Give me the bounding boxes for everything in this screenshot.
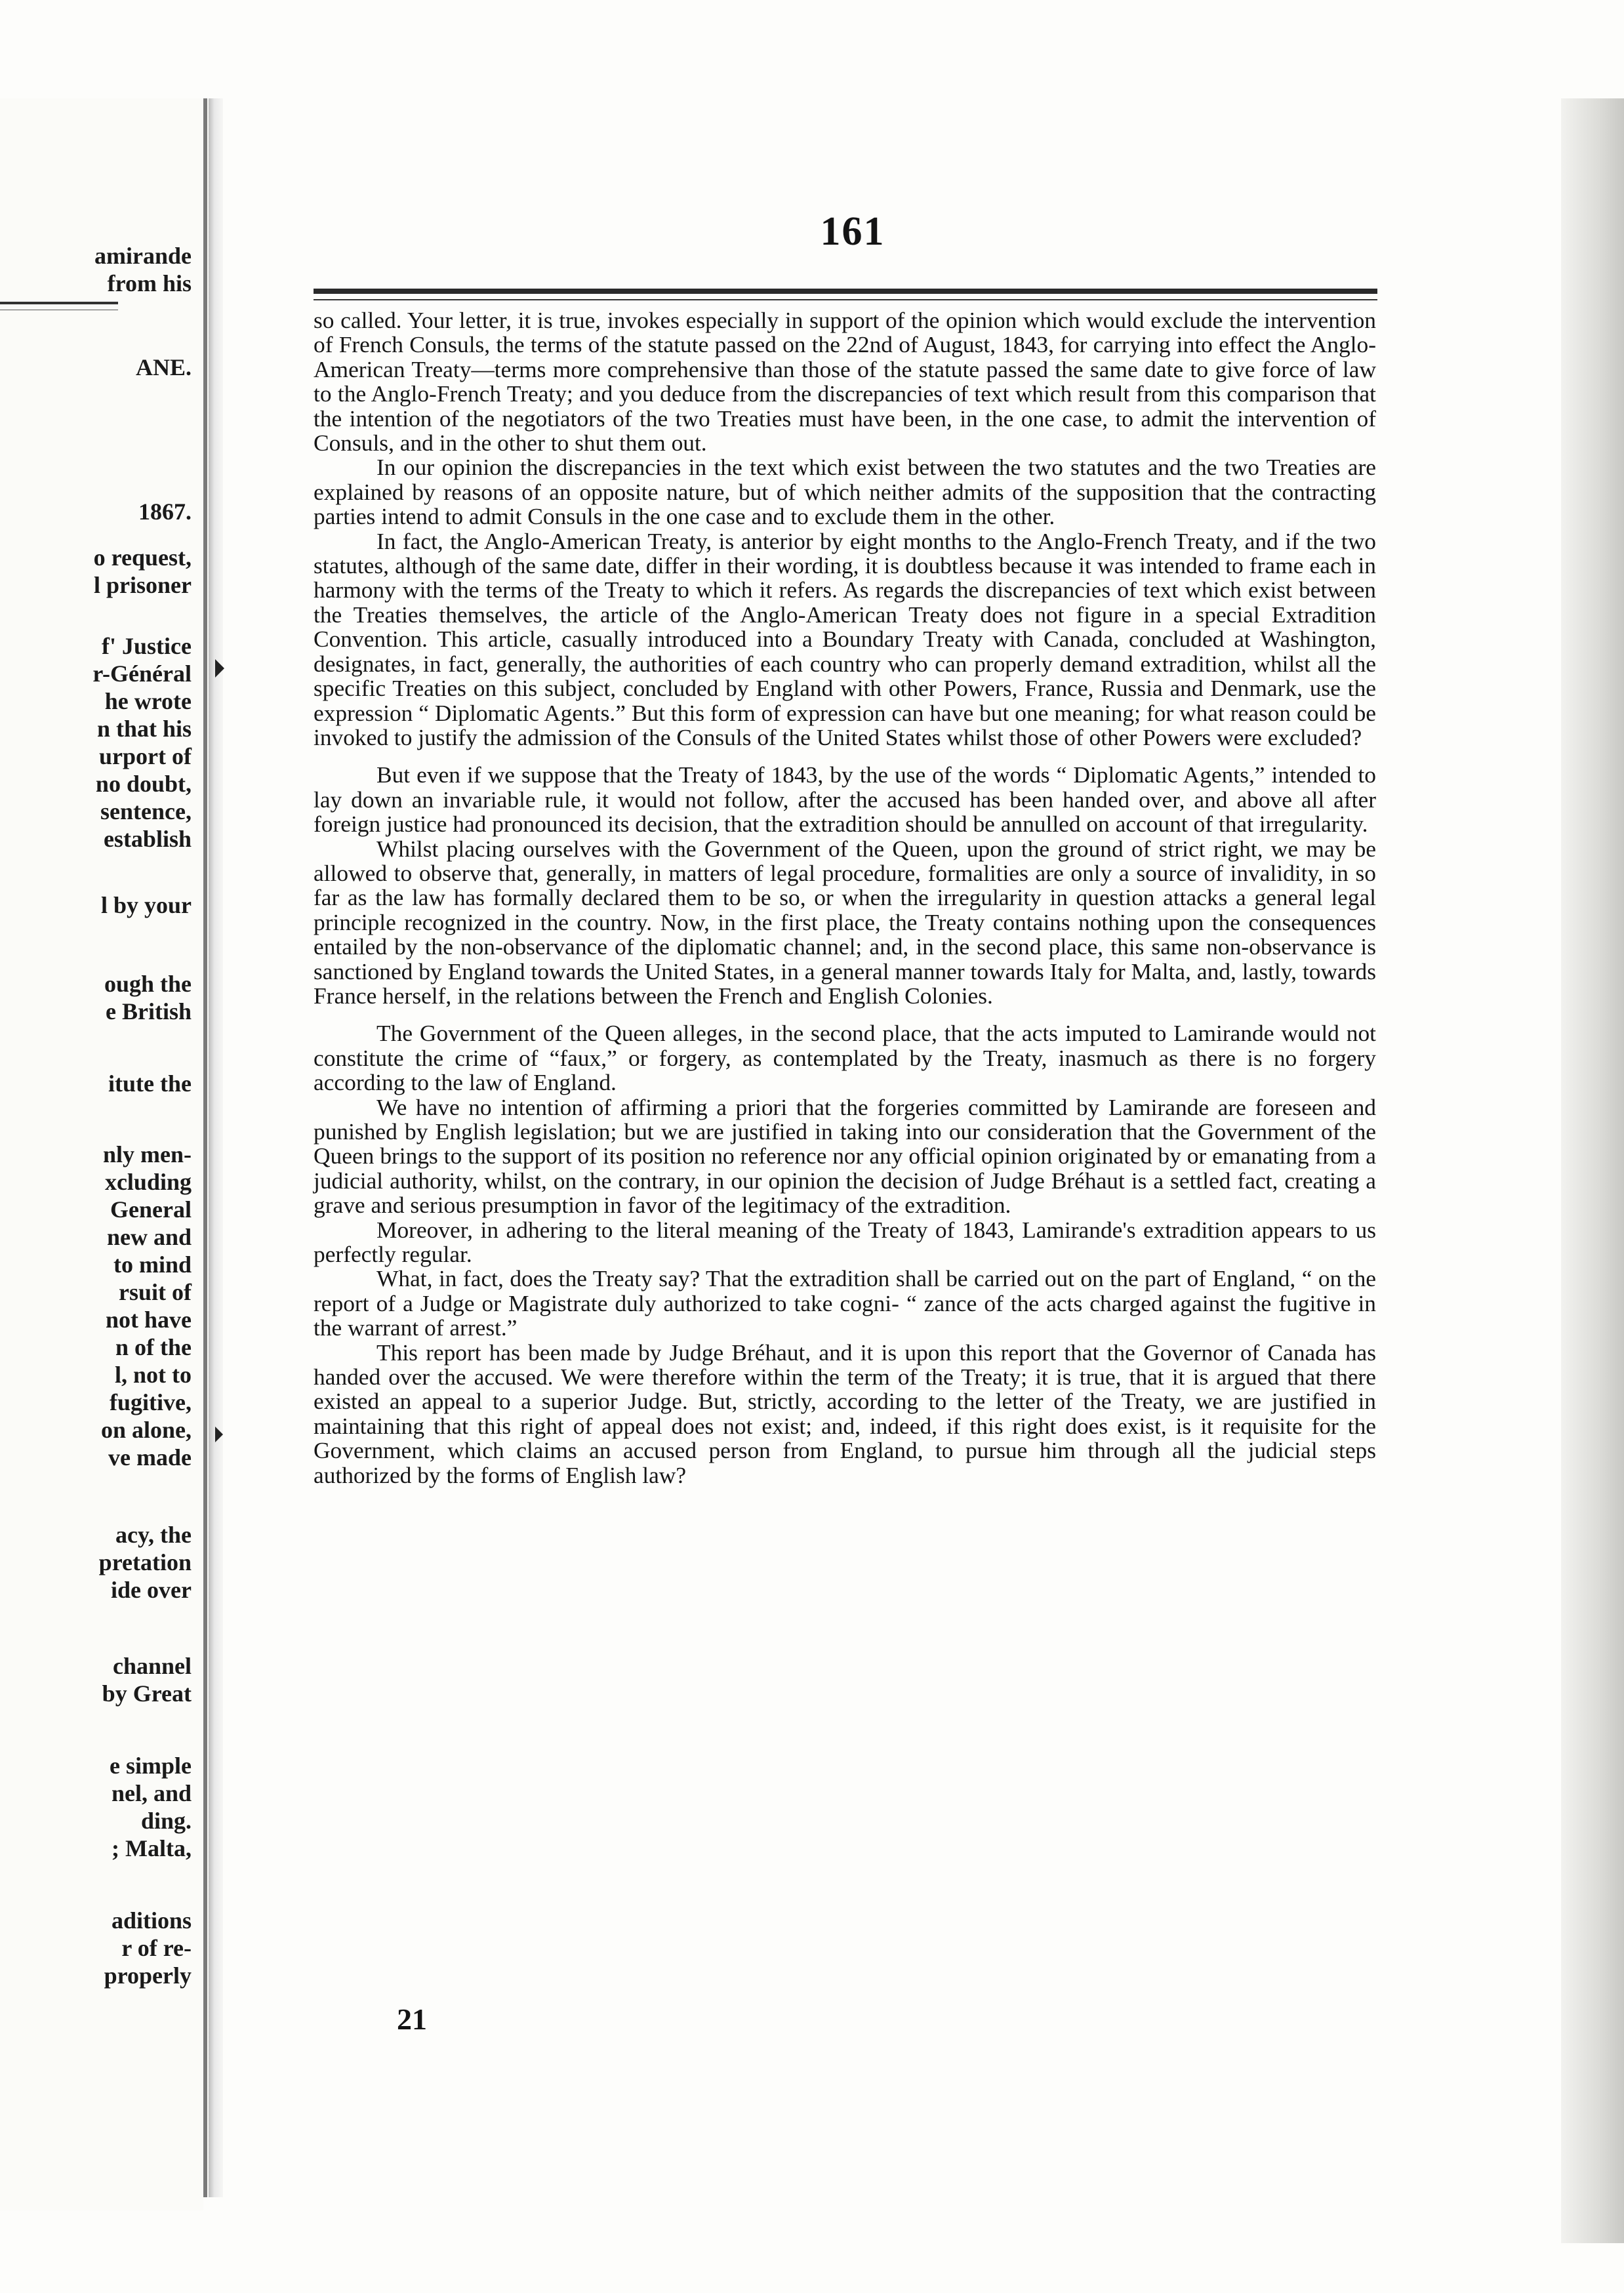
signature-mark: 21 <box>397 2002 427 2036</box>
left-page-line: nel, and <box>111 1780 192 1806</box>
left-header-rule <box>0 302 118 304</box>
left-page-line: r of re- <box>121 1935 192 1961</box>
left-page-line: e British <box>106 998 192 1025</box>
paragraph: We have no intention of affirming a priori that the forgeries committed by Lamirande are foreseen and punished by English legislation; but we are justified in taking into our consideration that the Government of the Queen brings to the support of its position no reference nor any official opinion originated by or emanating from a judicial authority, whilst, on the contrary, in our opinion the decision of Judge Bréhaut is a settled fact, creating a grave and serious presumption in favor of the legitimacy of the extradition. <box>314 1093 1376 1219</box>
left-page-line: e simple <box>110 1753 192 1779</box>
left-page-line: aditions <box>111 1907 192 1934</box>
book-gutter <box>209 98 223 2197</box>
left-page-line: amirande <box>94 243 192 269</box>
paragraph: In fact, the Anglo-American Treaty, is anterior by eight months to the Anglo-French Treaty, and if the two statutes, although of the same date, differ in their wording, it is doubtless because it was intended to frame each in harmony with the terms of the Treaty to which it refers. As regards the discrepancies of text which exist between the Treaties themselves, the article of the Anglo-American Treaty does not figure in a special Extradition Convention. This article, casually introduced into a Boundary Treaty with Canada, concluded at Washington, designates, in fact, generally, the authorities of each country who can properly demand extradition, whilst all the specific Treaties on this subject, concluded by England with other Powers, France, Russia and Denmark, use the expression “ Diplomatic Agents.” But this form of expression can have but one meaning; for what reason could be invoked to justify the admission of the Consuls of the United States whilst those of other Powers were excluded? <box>314 527 1376 750</box>
left-page-line: rsuit of <box>119 1279 192 1305</box>
paragraph: But even if we suppose that the Treaty of 1843, by the use of the words “ Diplomatic Agents,” intended to lay down an invariable rule, it would not follow, after the accused has been handed over, and above all after foreign justice had pronounced its decision, that the extradition should be annulled on account of that irregularity. <box>314 761 1376 838</box>
left-page-line: sentence, <box>100 798 192 824</box>
left-page-line: from his <box>107 270 192 296</box>
left-page-line: acy, the <box>115 1522 192 1548</box>
paragraph: This report has been made by Judge Bréhaut, and it is upon this report that the Governor of Canada has handed over the accused. We were therefore within the term of the Treaty; it is true, that it is argued that there existed an appeal to a superior Judge. But, strictly, according to the letter of the Treaty, we are justified in maintaining that this right of appeal does not exist; and, indeed, if this right does exist, is it requisite for the Government, which claims an accused person from England, to pursue him through all the judicial steps authorized by the forms of English law? <box>314 1339 1376 1488</box>
left-page-line: urport of <box>99 743 192 769</box>
left-page-line: n that his <box>96 716 192 742</box>
paragraph: The Government of the Queen alleges, in the second place, that the acts imputed to Lamirande would not constitute the crime of “faux,” or forgery, as contemplated by the Treaty, inasmuch as there is no forgery according to the law of England. <box>314 1020 1376 1096</box>
left-page-line: fugitive, <box>110 1389 192 1415</box>
left-page-line: l, not to <box>115 1362 192 1388</box>
paragraph: In our opinion the discrepancies in the text which exist between the two statutes and the two Treaties are explained by reasons of an opposite nature, but of which neither admits of the supposition that the contracting parties intend to admit Consuls in the one case and to exclude them in the other. <box>314 454 1376 530</box>
header-rule-thick <box>314 289 1377 294</box>
left-page-line: nly men- <box>103 1141 192 1167</box>
left-page-line: xcluding <box>104 1169 192 1195</box>
left-page-line: new and <box>106 1224 192 1250</box>
left-page-line: on alone, <box>100 1417 192 1443</box>
margin-pointer-mark <box>215 659 224 678</box>
left-page-line: pretation <box>98 1549 192 1575</box>
paragraph: so called. Your letter, it is true, invokes especially in support of the opinion which would exclude the intervention of French Consuls, the terms of the statute passed on the 22nd of August, 1843, for carrying into effect the Anglo-American Treaty—terms more comprehensive than those of the statute passed the same date to give force of law to the Anglo-French Treaty; and you deduce from the discrepancies of text which result from this comparison that the intention of the negotiators of the two Treaties must have been, in the one case, to admit the intervention of Consuls, and in the other to shut them out. <box>314 307 1376 457</box>
left-page-line: he wrote <box>104 688 192 714</box>
left-page-line: by Great <box>102 1680 192 1707</box>
page-number: 161 <box>820 209 885 254</box>
left-page-line: 1867. <box>138 498 192 525</box>
left-page-line: ANE. <box>135 354 192 380</box>
left-page-line: l prisoner <box>94 572 192 598</box>
gutter-shadow-edge <box>203 98 207 2197</box>
left-page-line: f' Justice <box>102 633 192 659</box>
left-page-line: ; Malta, <box>112 1835 192 1861</box>
left-page-line: channel <box>112 1653 192 1679</box>
left-page-line: l by your <box>100 892 192 918</box>
left-page-line: not have <box>105 1307 192 1333</box>
left-page-line: establish <box>103 826 192 852</box>
left-page-line: r-Général <box>92 660 192 687</box>
header-rule-thin <box>314 299 1377 300</box>
paragraph: Moreover, in adhering to the literal meaning of the Treaty of 1843, Lamirande's extradition appears to us perfectly regular. <box>314 1216 1376 1268</box>
margin-pointer-mark-2 <box>215 1427 223 1442</box>
left-page-line: to mind <box>113 1251 192 1278</box>
left-page-line: ide over <box>111 1577 192 1603</box>
left-page-line: ough the <box>104 971 192 997</box>
left-page-line: properly <box>104 1962 192 1989</box>
page-body-text <box>314 308 1376 1488</box>
left-page-line: ding. <box>140 1808 192 1834</box>
paragraph: What, in fact, does the Treaty say? That the extradition shall be carried out on the part of England, “ on the report of a Judge or Magistrate duly authorized to take cogni- “ zance of the acts charged against the fugitive in the warrant of arrest.” <box>314 1265 1376 1341</box>
page-edge <box>1561 98 1624 2243</box>
previous-page-fragment <box>0 98 203 2210</box>
left-page-line: o request, <box>93 544 192 571</box>
left-page-line: itute the <box>108 1070 192 1097</box>
paragraph: Whilst placing ourselves with the Government of the Queen, upon the ground of strict right, we may be allowed to observe that, generally, in matters of legal procedure, formalities are only a source of invalidity, in so far as the law has formally declared them to be so, or when the irregularity in question attacks a general legal principle recognized in the country. Now, in the first place, the Treaty contains nothing upon the consequences entailed by the non-observance of the diplomatic channel; and, in the second place, this same non-observance is sanctioned by England towards the United States, in a general manner towards Italy for Malta, and, lastly, towards France herself, in the relations between the French and English Colonies. <box>314 835 1376 1009</box>
left-page-line: no doubt, <box>95 771 192 797</box>
left-page-line: General <box>110 1196 192 1223</box>
left-page-line: ve made <box>108 1444 192 1471</box>
left-page-line: n of the <box>115 1334 192 1360</box>
